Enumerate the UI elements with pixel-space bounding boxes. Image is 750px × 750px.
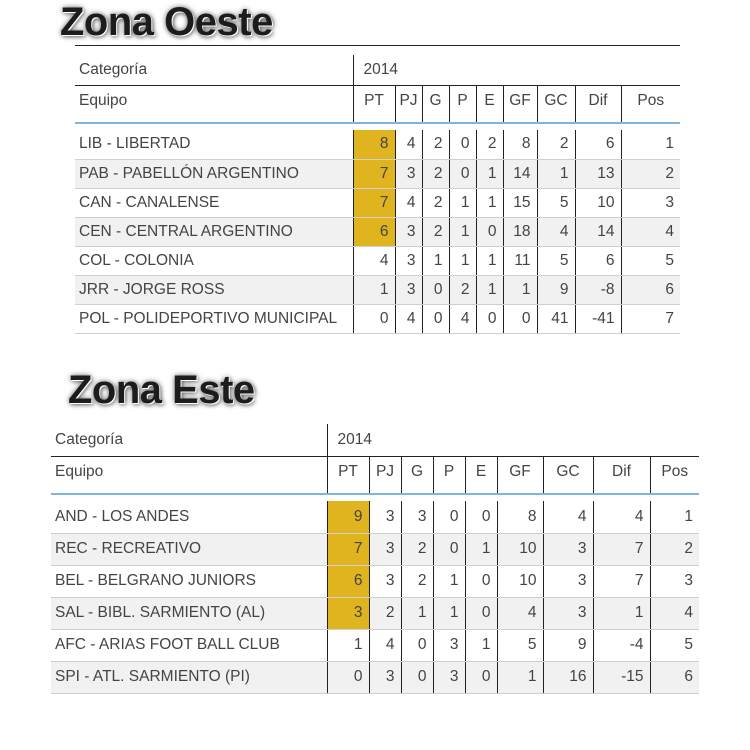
team-name-cell: JRR - JORGE ROSS: [75, 275, 353, 304]
header-spacer: [75, 123, 680, 130]
stat-cell-gf: 8: [503, 130, 537, 159]
stat-cell-pos: 2: [621, 159, 680, 188]
stat-cell-pj: 2: [369, 597, 401, 629]
team-name-cell: AND - LOS ANDES: [51, 501, 327, 533]
stat-cell-dif: -8: [575, 275, 621, 304]
stat-cell-p: 0: [449, 130, 476, 159]
stat-cell-gf: 10: [497, 565, 543, 597]
category-row: [75, 55, 680, 85]
stat-cell-g: 2: [422, 188, 449, 217]
zone-oeste-title: Zona Oeste: [60, 0, 273, 44]
stat-cell-pj: 4: [369, 629, 401, 661]
table-row: [75, 246, 680, 275]
stat-cell-gc: 3: [543, 597, 593, 629]
stat-cell-pos: 5: [650, 629, 699, 661]
table-row: [75, 130, 680, 159]
stat-cell-e: 1: [476, 246, 503, 275]
stat-cell-pos: 6: [650, 661, 699, 693]
stat-cell-p: 3: [433, 629, 465, 661]
stat-cell-dif: 7: [593, 565, 650, 597]
stat-cell-gc: 9: [543, 629, 593, 661]
team-name-cell: AFC - ARIAS FOOT BALL CLUB: [51, 629, 327, 661]
stat-cell-dif: 14: [575, 217, 621, 246]
stat-cell-gc: 41: [537, 304, 575, 333]
stat-cell-e: 1: [476, 159, 503, 188]
stat-cell-dif: -15: [593, 661, 650, 693]
team-name-cell: SAL - BIBL. SARMIENTO (AL): [51, 597, 327, 629]
stat-cell-pj: 3: [395, 217, 422, 246]
team-name-cell: PAB - PABELLÓN ARGENTINO: [75, 159, 353, 188]
stat-cell-g: 1: [401, 597, 433, 629]
column-header-dif: Dif: [575, 85, 621, 123]
team-name-cell: LIB - LIBERTAD: [75, 130, 353, 159]
stat-cell-dif: -41: [575, 304, 621, 333]
header-row: [75, 85, 680, 123]
team-name-cell: POL - POLIDEPORTIVO MUNICIPAL: [75, 304, 353, 333]
stat-cell-gf: 15: [503, 188, 537, 217]
stat-cell-pt: 8: [353, 130, 395, 159]
stat-cell-pos: 3: [621, 188, 680, 217]
column-header-gc: GC: [537, 85, 575, 123]
column-header-pos: Pos: [650, 456, 699, 494]
stat-cell-e: 0: [465, 597, 497, 629]
stat-cell-e: 0: [465, 565, 497, 597]
stat-cell-pos: 4: [650, 597, 699, 629]
table-row: [51, 661, 699, 693]
stat-cell-g: 0: [422, 275, 449, 304]
stat-cell-pj: 3: [395, 159, 422, 188]
stat-cell-gc: 16: [543, 661, 593, 693]
stat-cell-pj: 4: [395, 188, 422, 217]
team-name-cell: SPI - ATL. SARMIENTO (PI): [51, 661, 327, 693]
stat-cell-p: 1: [449, 246, 476, 275]
stat-cell-gf: 11: [503, 246, 537, 275]
stat-cell-pt: 0: [327, 661, 369, 693]
team-name-cell: CAN - CANALENSE: [75, 188, 353, 217]
stat-cell-gc: 2: [537, 130, 575, 159]
stat-cell-g: 2: [422, 217, 449, 246]
table-row: [51, 533, 699, 565]
zone-este-standings-table: [51, 424, 699, 694]
stat-cell-gf: 1: [503, 275, 537, 304]
stat-cell-e: 0: [476, 304, 503, 333]
table-row: [51, 597, 699, 629]
column-header-p: P: [449, 85, 476, 123]
column-header-gf: GF: [503, 85, 537, 123]
stat-cell-pj: 3: [395, 246, 422, 275]
team-name-cell: REC - RECREATIVO: [51, 533, 327, 565]
stat-cell-p: 0: [449, 159, 476, 188]
stat-cell-pos: 4: [621, 217, 680, 246]
stat-cell-gf: 1: [497, 661, 543, 693]
column-header-dif: Dif: [593, 456, 650, 494]
column-header-pt: PT: [327, 456, 369, 494]
stat-cell-gf: 4: [497, 597, 543, 629]
column-header-g: G: [401, 456, 433, 494]
stat-cell-dif: 7: [593, 533, 650, 565]
stat-cell-g: 0: [401, 629, 433, 661]
stat-cell-pj: 4: [395, 130, 422, 159]
stat-cell-pt: 6: [327, 565, 369, 597]
stat-cell-dif: 1: [593, 597, 650, 629]
stat-cell-gc: 1: [537, 159, 575, 188]
table-row: [51, 501, 699, 533]
spacer-cell: [75, 123, 680, 130]
stat-cell-p: 2: [449, 275, 476, 304]
stat-cell-pj: 4: [395, 304, 422, 333]
stat-cell-g: 1: [422, 246, 449, 275]
stat-cell-gc: 9: [537, 275, 575, 304]
stat-cell-e: 2: [476, 130, 503, 159]
stat-cell-g: 2: [401, 533, 433, 565]
stat-cell-pos: 3: [650, 565, 699, 597]
column-header-pj: PJ: [395, 85, 422, 123]
stat-cell-e: 0: [465, 661, 497, 693]
table-row: [75, 275, 680, 304]
table-row: [75, 159, 680, 188]
stat-cell-gc: 5: [537, 246, 575, 275]
year-label: 2014: [353, 55, 680, 85]
stat-cell-e: 0: [465, 501, 497, 533]
stat-cell-g: 2: [401, 565, 433, 597]
stat-cell-e: 1: [476, 188, 503, 217]
stat-cell-gc: 4: [543, 501, 593, 533]
team-column-header: Equipo: [51, 456, 327, 494]
category-label: Categoría: [75, 55, 353, 85]
stat-cell-pt: 3: [327, 597, 369, 629]
category-label: Categoría: [51, 424, 327, 456]
stat-cell-dif: 6: [575, 130, 621, 159]
stat-cell-e: 1: [465, 533, 497, 565]
stat-cell-pos: 6: [621, 275, 680, 304]
stat-cell-g: 0: [401, 661, 433, 693]
stat-cell-pj: 3: [369, 533, 401, 565]
stat-cell-pt: 1: [327, 629, 369, 661]
stat-cell-pt: 0: [353, 304, 395, 333]
team-column-header: Equipo: [75, 85, 353, 123]
column-header-gf: GF: [497, 456, 543, 494]
column-header-pj: PJ: [369, 456, 401, 494]
stat-cell-p: 4: [449, 304, 476, 333]
stat-cell-pos: 2: [650, 533, 699, 565]
column-header-pt: PT: [353, 85, 395, 123]
stat-cell-pj: 3: [369, 565, 401, 597]
stat-cell-gc: 4: [537, 217, 575, 246]
zone-oeste-standings-table: [75, 55, 680, 334]
year-label: 2014: [327, 424, 699, 456]
stat-cell-pt: 6: [353, 217, 395, 246]
stat-cell-pt: 7: [327, 533, 369, 565]
stat-cell-pj: 3: [369, 661, 401, 693]
table-row: [51, 565, 699, 597]
stat-cell-pj: 3: [369, 501, 401, 533]
stat-cell-dif: 10: [575, 188, 621, 217]
table-row: [51, 629, 699, 661]
stat-cell-gf: 18: [503, 217, 537, 246]
stat-cell-pos: 1: [650, 501, 699, 533]
table-row: [75, 188, 680, 217]
stat-cell-pt: 7: [353, 188, 395, 217]
stat-cell-gf: 0: [503, 304, 537, 333]
column-header-pos: Pos: [621, 85, 680, 123]
table-row: [75, 304, 680, 333]
stat-cell-pt: 4: [353, 246, 395, 275]
stat-cell-dif: 6: [575, 246, 621, 275]
stat-cell-pt: 9: [327, 501, 369, 533]
stat-cell-dif: 4: [593, 501, 650, 533]
team-name-cell: BEL - BELGRANO JUNIORS: [51, 565, 327, 597]
column-header-e: E: [476, 85, 503, 123]
column-header-gc: GC: [543, 456, 593, 494]
stat-cell-gc: 3: [543, 533, 593, 565]
team-name-cell: CEN - CENTRAL ARGENTINO: [75, 217, 353, 246]
stat-cell-e: 0: [476, 217, 503, 246]
stat-cell-pos: 1: [621, 130, 680, 159]
stat-cell-gf: 10: [497, 533, 543, 565]
stat-cell-pj: 3: [395, 275, 422, 304]
stat-cell-gc: 5: [537, 188, 575, 217]
stat-cell-dif: 13: [575, 159, 621, 188]
table-row: [75, 217, 680, 246]
stat-cell-p: 1: [433, 565, 465, 597]
category-row: [51, 424, 699, 456]
header-spacer: [51, 494, 699, 501]
stat-cell-gc: 3: [543, 565, 593, 597]
stat-cell-pt: 1: [353, 275, 395, 304]
team-name-cell: COL - COLONIA: [75, 246, 353, 275]
stat-cell-dif: -4: [593, 629, 650, 661]
stat-cell-pos: 5: [621, 246, 680, 275]
column-header-g: G: [422, 85, 449, 123]
stat-cell-g: 2: [422, 130, 449, 159]
stat-cell-p: 0: [433, 533, 465, 565]
stat-cell-e: 1: [465, 629, 497, 661]
stat-cell-e: 1: [476, 275, 503, 304]
stat-cell-p: 0: [433, 501, 465, 533]
stat-cell-p: 1: [433, 597, 465, 629]
stat-cell-p: 1: [449, 217, 476, 246]
stat-cell-g: 3: [401, 501, 433, 533]
stat-cell-pos: 7: [621, 304, 680, 333]
stat-cell-p: 1: [449, 188, 476, 217]
column-header-e: E: [465, 456, 497, 494]
stat-cell-gf: 8: [497, 501, 543, 533]
stat-cell-gf: 14: [503, 159, 537, 188]
zone-oeste-top-rule: [75, 45, 680, 46]
stat-cell-pt: 7: [353, 159, 395, 188]
header-row: [51, 456, 699, 494]
spacer-cell: [51, 494, 699, 501]
stat-cell-g: 0: [422, 304, 449, 333]
stat-cell-gf: 5: [497, 629, 543, 661]
column-header-p: P: [433, 456, 465, 494]
stat-cell-p: 3: [433, 661, 465, 693]
zone-este-title: Zona Este: [68, 368, 255, 412]
stat-cell-g: 2: [422, 159, 449, 188]
